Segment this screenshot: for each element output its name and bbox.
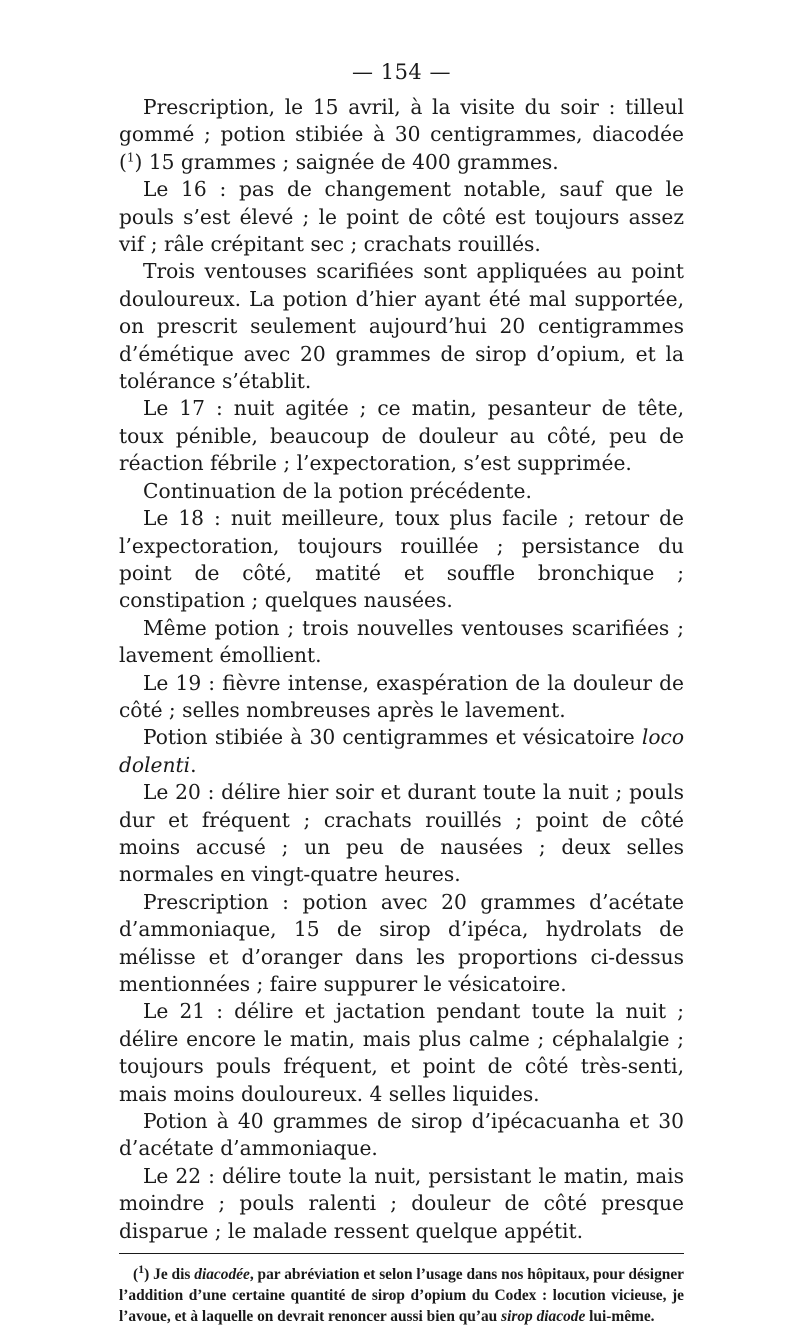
book-page [119,56,684,1327]
body-text [119,94,684,1245]
paragraph: Le 21 : délire et jactation pendant toute la nuit ; délire encore le matin, mais plus calme ; céphalalgie ; toujours pouls fréquent, et point de côté très-senti, mais moins douloureux. 4 selles liquides. [119,999,684,1106]
footnote-divider [119,1253,684,1254]
paragraph: Le 16 : pas de changement notable, sauf que le pouls s’est élevé ; le point de côté est toujours assez vif ; râle crépitant sec ; crachats rouillés. [119,177,684,257]
paragraph: Potion à 40 grammes de sirop d’ipécacuanha et 30 d’acétate d’ammoniaque. [119,1109,684,1161]
paragraph: Continuation de la potion précédente. [143,478,532,503]
paragraph: Le 18 : nuit meilleure, toux plus facile ; retour de l’expectoration, toujours rouillée ; persistance du point de côté, matité et souffle bronchique ; constipation ; quelques nausées. [119,506,684,613]
footnote-marker: 1 [138,1261,145,1276]
paragraph: Potion stibiée à 30 centigrammes et vésicatoire loco dolenti. [119,725,684,777]
paragraph: Prescription : potion avec 20 grammes d’acétate d’ammoniaque, 15 de sirop d’ipéca, hydrolats de mélisse et d’oranger dans les proportions ci-dessus mentionnées ; faire suppurer le vésicatoire. [119,889,684,996]
paragraph: Le 19 : fièvre intense, exaspération de la douleur de côté ; selles nombreuses après le lavement. [119,670,684,722]
footnote-reference: 1 [126,150,135,165]
paragraph: Trois ventouses scarifiées sont appliquées au point douloureux. La potion d’hier ayant été mal supportée, on prescrit seulement aujourd’hui 20 centigrammes d’émétique avec 20 grammes de sirop d’opium, et la tolérance s’établit. [119,259,684,394]
paragraph: Même potion ; trois nouvelles ventouses scarifiées ; lavement émollient. [119,615,684,668]
paragraph: Le 22 : délire toute la nuit, persistant le matin, mais moindre ; pouls ralenti ; douleur de côté presque disparue ; le malade ressent quelque appétit. [119,1163,684,1243]
footnote-text: ($^1$) Je dis diacodée, par abréviation et selon l’usage dans nos hôpitaux, pour désigner l’addition d’une certaine quantité de sirop d’opium du Codex : locution vicieuse, je l’avoue, et à laquelle on devrait renoncer aussi bien qu’au sirop diacode lui-même. [119,1261,684,1326]
paragraph: Le 17 : nuit agitée ; ce matin, pesanteur de tête, toux pénible, beaucoup de douleur au côté, peu de réaction fébrile ; l’expectoration, s’est supprimée. [119,396,684,476]
page-number: — 154 — [352,60,451,84]
latin-term: loco dolenti [119,725,684,777]
footnote [119,1261,684,1327]
paragraph: Le 20 : délire hier soir et durant toute la nuit ; pouls dur et fréquent ; crachats rouillés ; point de côté moins accusé ; un peu de nausées ; deux selles normales en vingt-quatre heures. [119,780,684,887]
paragraph: Prescription, le 15 avril, à la visite du soir : tilleul gommé ; potion stibiée à 30 centigrammes, diacodée ($^1$) 15 grammes ; saignée de 400 grammes. [119,95,684,174]
